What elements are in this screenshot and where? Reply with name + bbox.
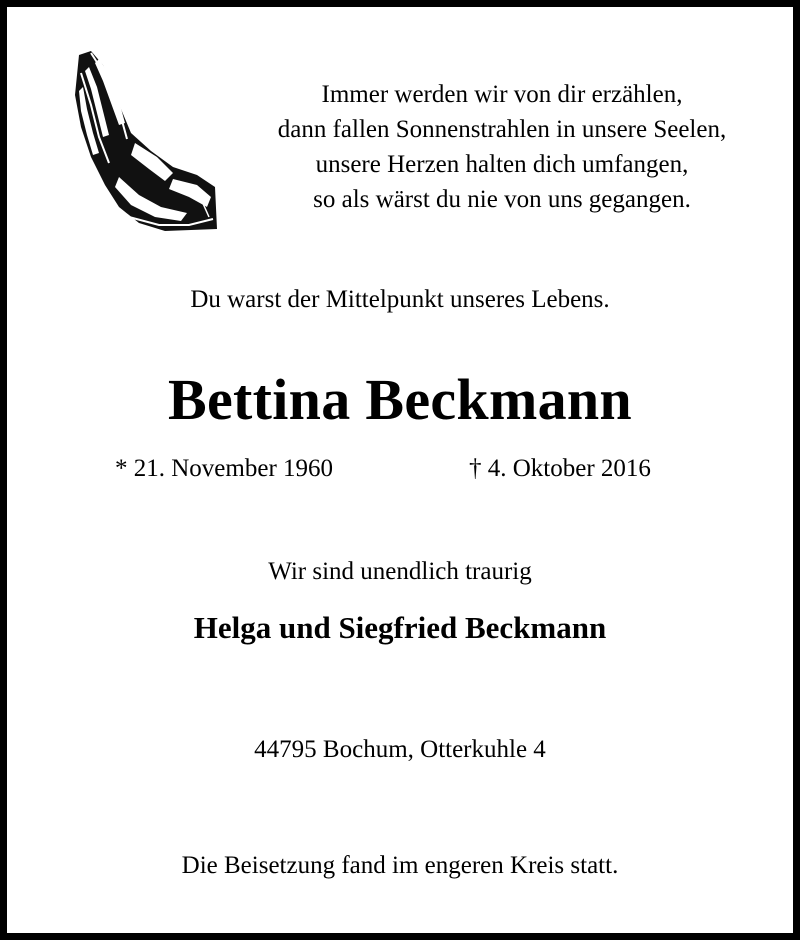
mourning-intro: Wir sind unendlich traurig [268,558,532,585]
deceased-name: Bettina Beckmann [168,367,632,432]
burial-note: Die Beisetzung fand im engeren Kreis statt. [181,852,619,879]
poem-line: Immer werden wir von dir erzählen, [321,81,683,108]
family-address: 44795 Bochum, Otterkuhle 4 [254,736,546,763]
motto-text: Du warst der Mittelpunkt unseres Lebens. [190,286,610,313]
memorial-poem [237,77,767,217]
praying-hands-icon [69,47,219,232]
death-date: † 4. Oktober 2016 [469,455,651,482]
mourner-names: Helga und Siegfried Beckmann [193,610,607,645]
poem-line: dann fallen Sonnenstrahlen in unsere Seelen, [277,116,727,143]
poem-line: unsere Herzen halten dich umfangen, [315,151,689,178]
birth-date: * 21. November 1960 [115,455,334,482]
poem-line: so als wärst du nie von uns gegangen. [313,186,691,213]
